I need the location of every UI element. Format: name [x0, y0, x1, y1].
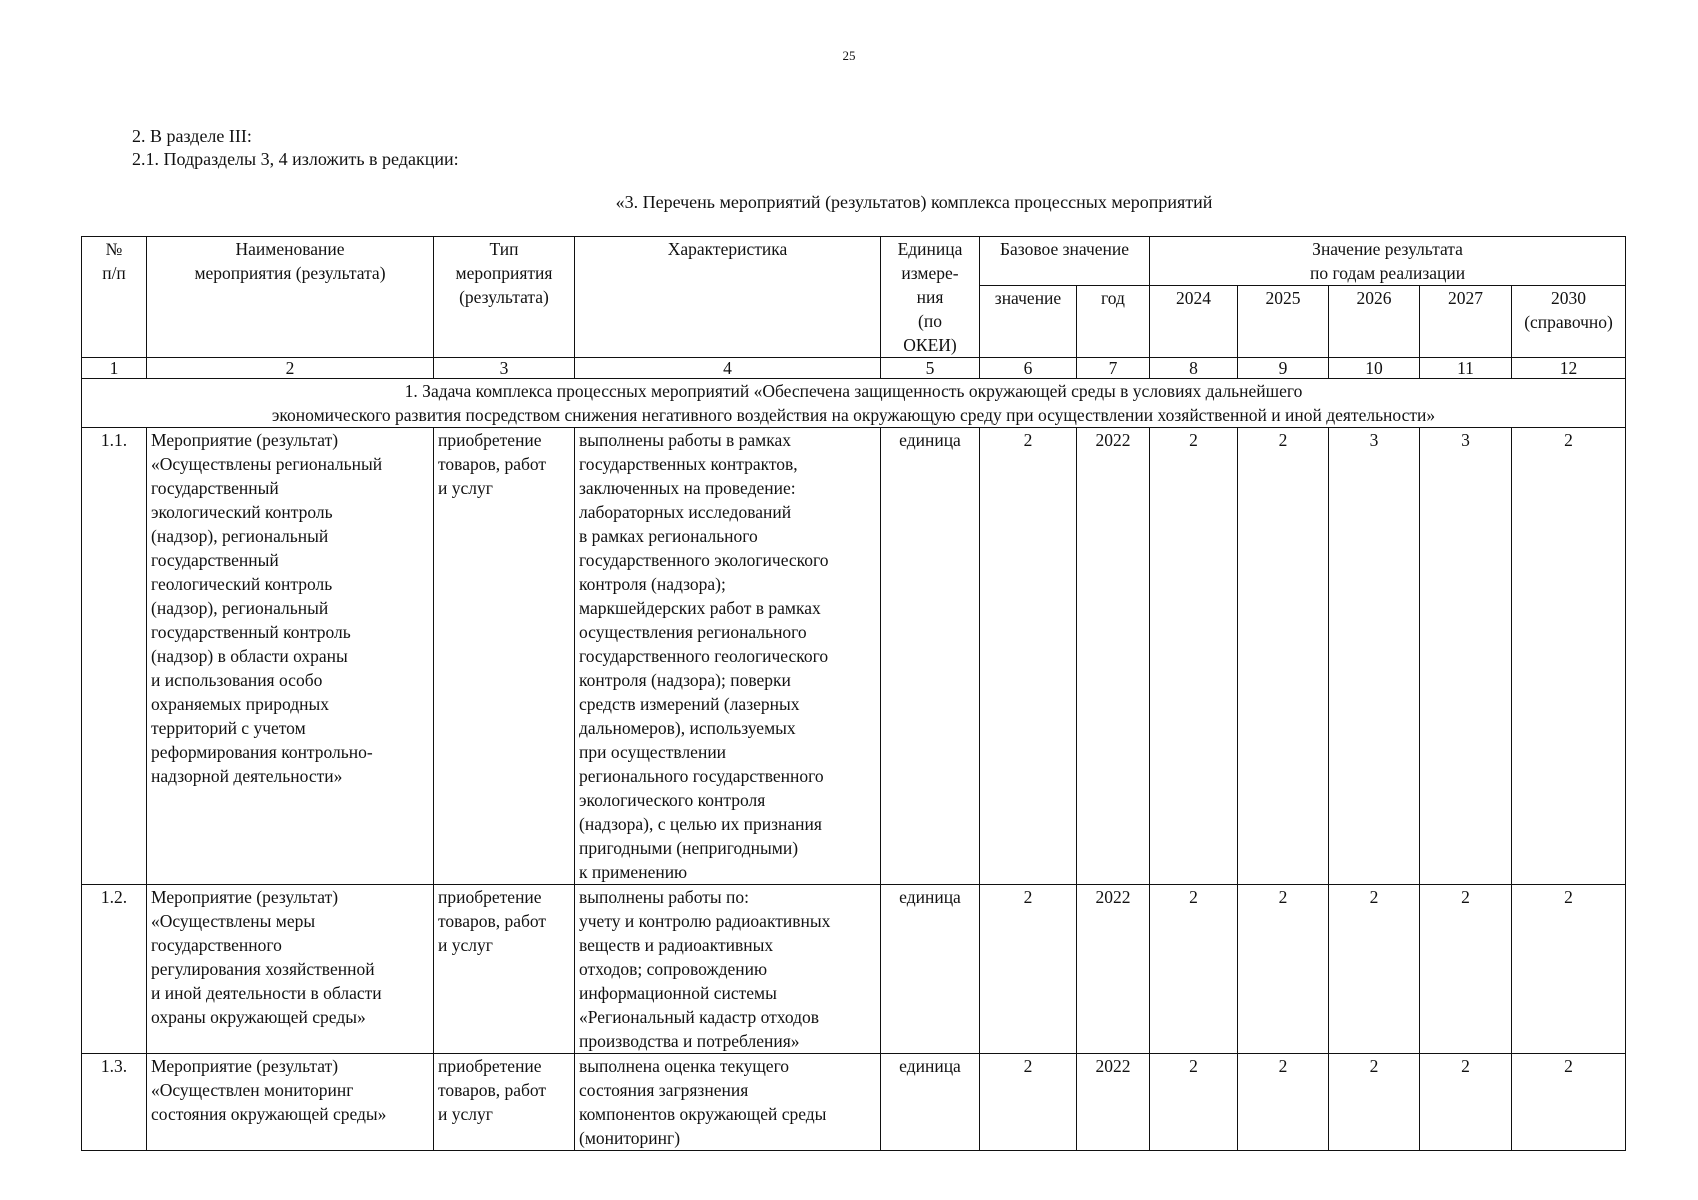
base-year: 2022 [1077, 885, 1150, 1054]
measure-name-line: территорий с учетом [151, 718, 306, 738]
measure-characteristic-line: отходов; сопровождению [579, 959, 768, 979]
header-unit: Единица измере- ния (по ОКЕИ) [881, 237, 980, 358]
measures-table [81, 236, 1626, 1151]
measure-characteristic-line: производства и потребления» [579, 1031, 800, 1051]
section-title: «3. Перечень мероприятий (результатов) комплекса процессных мероприятий [615, 192, 1213, 212]
task-heading: 1. Задача комплекса процессных мероприятий «Обеспечена защищенность окружающей среды в условиях дальнейшего экономического развития посредством снижения негативного воздействия на окружающую среду при осуществлении хозяйственной и иной деятельности» [82, 379, 1626, 428]
measure-type-line: товаров, работ [438, 454, 547, 474]
unit: единица [881, 885, 980, 1054]
measure-name-line: государственный [151, 478, 279, 498]
measure-characteristic [575, 1054, 881, 1151]
row-number: 1.2. [82, 885, 147, 1054]
header-base-year: год [1077, 286, 1150, 358]
measure-characteristic-line: состояния загрязнения [579, 1080, 749, 1100]
value-2026: 3 [1329, 428, 1420, 885]
measure-characteristic-line: учету и контролю радиоактивных [579, 911, 831, 931]
header-base-value: значение [980, 286, 1077, 358]
value-2027: 2 [1420, 1054, 1512, 1151]
measure-type-line: товаров, работ [438, 1080, 547, 1100]
measure-characteristic-line: пригодными (непригодными) [579, 838, 799, 858]
intro-line-1: 2. В разделе III: [132, 126, 252, 146]
table-row [82, 1054, 1626, 1151]
measure-name-line: государственный [151, 550, 279, 570]
table-row [82, 885, 1626, 1054]
measure-type-line: приобретение [438, 887, 542, 907]
measure-name-line: охраняемых природных [151, 694, 329, 714]
measure-name-line: охраны окружающей среды» [151, 1007, 366, 1027]
col-number: 6 [980, 358, 1077, 379]
measure-characteristic-line: государственного экологического [579, 550, 829, 570]
header-year-2026: 2026 [1329, 286, 1420, 358]
measure-name-line: (надзор) в области охраны [151, 646, 348, 666]
value-2027: 3 [1420, 428, 1512, 885]
measure-type-line: и услуг [438, 1104, 493, 1124]
measure-characteristic-line: информационной системы [579, 983, 777, 1003]
measure-name-line: Мероприятие (результат) [151, 887, 339, 907]
measure-type [434, 885, 575, 1054]
measure-characteristic-line: дальномеров), используемых [579, 718, 796, 738]
header-row-1 [82, 237, 1626, 286]
task-row [82, 379, 1626, 428]
measure-characteristic-line: контроля (надзора); поверки [579, 670, 791, 690]
value-2030: 2 [1512, 885, 1626, 1054]
measure-name-line: и использования особо [151, 670, 323, 690]
measure-characteristic-line: экологического контроля [579, 790, 766, 810]
col-number: 2 [147, 358, 434, 379]
measure-name [147, 885, 434, 1054]
value-2026: 2 [1329, 1054, 1420, 1151]
measure-name-line: Мероприятие (результат) [151, 430, 339, 450]
measure-characteristic-line: «Региональный кадастр отходов [579, 1007, 820, 1027]
measure-characteristic-line: лабораторных исследований [579, 502, 792, 522]
value-2024: 2 [1150, 428, 1238, 885]
measure-characteristic-line: (надзора), с целью их признания [579, 814, 822, 834]
col-number: 4 [575, 358, 881, 379]
intro-text [132, 125, 459, 171]
measure-characteristic-line: выполнены работы в рамках [579, 430, 791, 450]
intro-line-2: 2.1. Подразделы 3, 4 изложить в редакции: [132, 149, 459, 169]
measure-name-line: геологический контроль [151, 574, 333, 594]
measure-characteristic-line: контроля (надзора); [579, 574, 726, 594]
col-number: 11 [1420, 358, 1512, 379]
measure-name-line: Мероприятие (результат) [151, 1056, 339, 1076]
header-base: Базовое значение [980, 237, 1150, 286]
measure-characteristic [575, 428, 881, 885]
measure-name [147, 1054, 434, 1151]
measure-name-line: и иной деятельности в области [151, 983, 382, 1003]
value-2025: 2 [1238, 885, 1329, 1054]
measure-name-line: «Осуществлены меры [151, 911, 316, 931]
header-year-2027: 2027 [1420, 286, 1512, 358]
measure-characteristic-line: средств измерений (лазерных [579, 694, 800, 714]
measure-characteristic-line: (мониторинг) [579, 1128, 681, 1148]
measure-type [434, 1054, 575, 1151]
measure-characteristic-line: государственных контрактов, [579, 454, 798, 474]
header-year-2025: 2025 [1238, 286, 1329, 358]
value-2030: 2 [1512, 428, 1626, 885]
measure-characteristic-line: выполнена оценка текущего [579, 1056, 790, 1076]
header-name: Наименование мероприятия (результата) [147, 237, 434, 358]
measure-characteristic-line: осуществления регионального [579, 622, 807, 642]
measure-name-line: «Осуществлен мониторинг [151, 1080, 354, 1100]
col-number: 12 [1512, 358, 1626, 379]
measure-characteristic [575, 885, 881, 1054]
col-number: 3 [434, 358, 575, 379]
measure-name-line: государственный контроль [151, 622, 351, 642]
value-2024: 2 [1150, 885, 1238, 1054]
unit: единица [881, 1054, 980, 1151]
measure-name-line: (надзор), региональный [151, 598, 329, 618]
measure-characteristic-line: маркшейдерских работ в рамках [579, 598, 821, 618]
value-2025: 2 [1238, 1054, 1329, 1151]
col-number: 8 [1150, 358, 1238, 379]
measure-characteristic-line: при осуществлении [579, 742, 727, 762]
base-year: 2022 [1077, 1054, 1150, 1151]
col-number: 5 [881, 358, 980, 379]
measure-type-line: и услуг [438, 935, 493, 955]
measure-characteristic-line: компонентов окружающей среды [579, 1104, 827, 1124]
header-characteristic: Характеристика [575, 237, 881, 358]
measure-type [434, 428, 575, 885]
value-2024: 2 [1150, 1054, 1238, 1151]
measure-type-line: товаров, работ [438, 911, 547, 931]
measure-name-line: (надзор), региональный [151, 526, 329, 546]
unit: единица [881, 428, 980, 885]
value-2030: 2 [1512, 1054, 1626, 1151]
measure-name-line: «Осуществлены региональный [151, 454, 383, 474]
base-value: 2 [980, 885, 1077, 1054]
measure-name-line: государственного [151, 935, 282, 955]
header-type: Тип мероприятия (результата) [434, 237, 575, 358]
value-2025: 2 [1238, 428, 1329, 885]
measure-type-line: приобретение [438, 430, 542, 450]
measure-type-line: и услуг [438, 478, 493, 498]
value-2026: 2 [1329, 885, 1420, 1054]
measure-characteristic-line: государственного геологического [579, 646, 829, 666]
col-number: 10 [1329, 358, 1420, 379]
header-result: Значение результата по годам реализации [1150, 237, 1626, 286]
measure-characteristic-line: в рамках регионального [579, 526, 758, 546]
measure-characteristic-line: регионального государственного [579, 766, 824, 786]
table-row [82, 428, 1626, 885]
column-numbers-row [82, 358, 1626, 379]
base-value: 2 [980, 1054, 1077, 1151]
header-year-2030: 2030 (справочно) [1512, 286, 1626, 358]
page-number: 25 [842, 48, 856, 63]
measure-name-line: экологический контроль [151, 502, 333, 522]
row-number: 1.1. [82, 428, 147, 885]
measure-characteristic-line: заключенных на проведение: [579, 478, 796, 498]
header-num: № п/п [82, 237, 147, 358]
measure-name-line: надзорной деятельности» [151, 766, 343, 786]
base-year: 2022 [1077, 428, 1150, 885]
col-number: 9 [1238, 358, 1329, 379]
measure-name-line: реформирования контрольно- [151, 742, 373, 762]
col-number: 7 [1077, 358, 1150, 379]
measure-characteristic-line: веществ и радиоактивных [579, 935, 774, 955]
measure-characteristic-line: к применению [579, 862, 688, 882]
measure-name-line: состояния окружающей среды» [151, 1104, 387, 1124]
col-number: 1 [82, 358, 147, 379]
measure-name-line: регулирования хозяйственной [151, 959, 375, 979]
header-year-2024: 2024 [1150, 286, 1238, 358]
base-value: 2 [980, 428, 1077, 885]
value-2027: 2 [1420, 885, 1512, 1054]
measure-characteristic-line: выполнены работы по: [579, 887, 749, 907]
measure-type-line: приобретение [438, 1056, 542, 1076]
row-number: 1.3. [82, 1054, 147, 1151]
measure-name [147, 428, 434, 885]
